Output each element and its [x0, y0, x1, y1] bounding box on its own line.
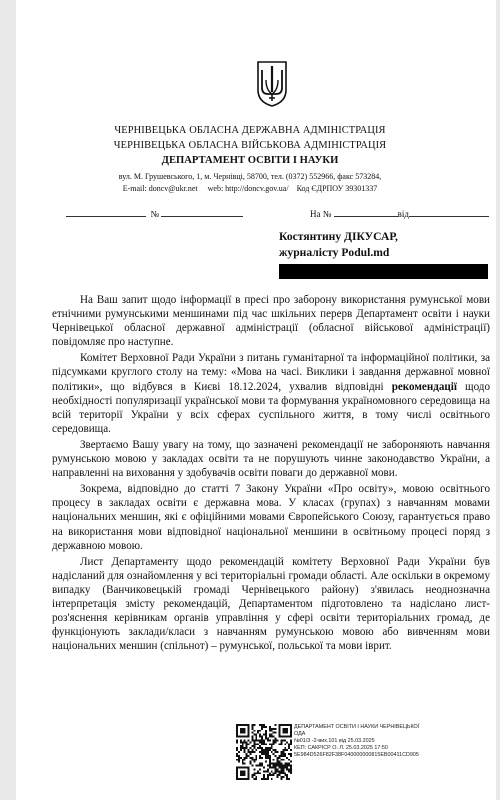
paragraph-2 [52, 351, 490, 436]
date-blank [66, 207, 146, 217]
stamp-line-1: ДЕПАРТАМЕНТ ОСВІТИ І НАУКИ ЧЕРНІВЕЦЬКОЇ [294, 724, 420, 730]
org-line-2: ЧЕРНІВЕЦЬКА ОБЛАСНА ВІЙСЬКОВА АДМІНІСТРАЦІЯ [113, 140, 387, 151]
department-title: ДЕПАРТАМЕНТ ОСВІТИ І НАУКИ [161, 155, 339, 166]
recommendations-bold: рекомендації [391, 380, 457, 393]
stamp-line-2: ОДА [294, 730, 306, 737]
paragraph-2-start: Комітет Верховної Ради України з питань гуманітарної та інформаційної політики, за підсумками круглого столу на тему: «Мова на часі. Виклики і завдання державної мовної політики», що відбувся в Києві 18.12.2024, ухвалив відповідні [52, 352, 490, 393]
org-line-1: ЧЕРНІВЕЦЬКА ОБЛАСНА ДЕРЖАВНА АДМІНІСТРАЦІЯ [114, 125, 386, 136]
in-reply-label: На № [310, 209, 332, 219]
paragraph-3: Звертаємо Вашу увагу на тому, що зазначені рекомендації не забороняють навчання румунською мовою у закладах освіти та не порушують чинне законодавство України, а направленні на виховання у здобувачів освіти поваги до державної мови. [52, 438, 490, 480]
paragraph-5: Лист Департаменту щодо рекомендацій комітету Верховної Ради України був надісланий для ознайомлення у всі територіальні громади області. Але оскільки в окремому випадку (Ванчиковецькій громаді Чернівецького району) з'явилась неоднозначна інтерпретація змісту рекомендацій, Департаментом підготовлено та надіслано лист-роз'яснення керівникам органів управління у сфері освіти територіальних громад, де функціонують заклади/класи з навчанням румунською мовою або вивченням мови національних меншин (спільнот) – румунської, польської та мови іврит. [52, 555, 490, 653]
address-line: вул. М. Грушевського, 1, м. Чернівці, 58700, тел. (0372) 552966, факс 573284, [118, 172, 382, 181]
stamp-line-4: КЕП: САКРІСР О. Л. 25.03.2025 17:50 [294, 744, 388, 751]
email-text: E-mail: doncv@ukr.net [122, 184, 198, 193]
edrpou-code: Код ЄДРПОУ 39301337 [296, 184, 378, 193]
paragraph-4: Зокрема, відповідно до статті 7 Закону України «Про освіту», мовою освітнього процесу в закладах освіти є державна мова. У класах (групах) з навчанням мовами національних меншин, які є офіційними мовами Європейського Союзу, гарантується право на використання мови відповідної національної меншини в освітньому процесі поряд з державною мовою. [52, 483, 490, 552]
e-signature-stamp [294, 724, 494, 759]
addressee-name: Костянтину ДІКУСАР, [279, 230, 398, 243]
paragraph-2-end: щодо необхідності популяризації української мови та формування україномовного середовища на всій території України у всіх сферах суспільного життя, в тому числі освітнього середовища. [52, 380, 491, 435]
number-label: № [150, 209, 160, 219]
paragraph-1: На Ваш запит щодо інформації в пресі про заборону використання румунської мови етнічними румунськими меншинами під час шкільних перерв Департамент освіти і науки Чернівецької обласної державної адміністрації (обласної військової адміністрації) повідомляє про наступне. [52, 294, 490, 349]
letter-body [52, 293, 490, 655]
addressee-role: журналісту Podul.md [279, 246, 390, 259]
stamp-line-5: 5E984D526F82F38F040000000815EB00411CD905 [294, 751, 419, 758]
trident-emblem-icon [255, 60, 289, 108]
from-label: від [397, 209, 409, 219]
in-reply-blank [334, 207, 398, 217]
number-blank [161, 207, 243, 217]
contacts-line [0, 184, 500, 193]
web-text: web: http://doncv.gov.ua/ [207, 184, 289, 193]
qr-code-icon [236, 724, 292, 780]
from-blank [409, 207, 489, 217]
outgoing-fields [66, 207, 243, 219]
incoming-fields [310, 207, 489, 219]
redacted-block [279, 264, 488, 279]
stamp-line-3: №01/3 -2-вих.101 від 25.03.2025 [294, 737, 375, 744]
